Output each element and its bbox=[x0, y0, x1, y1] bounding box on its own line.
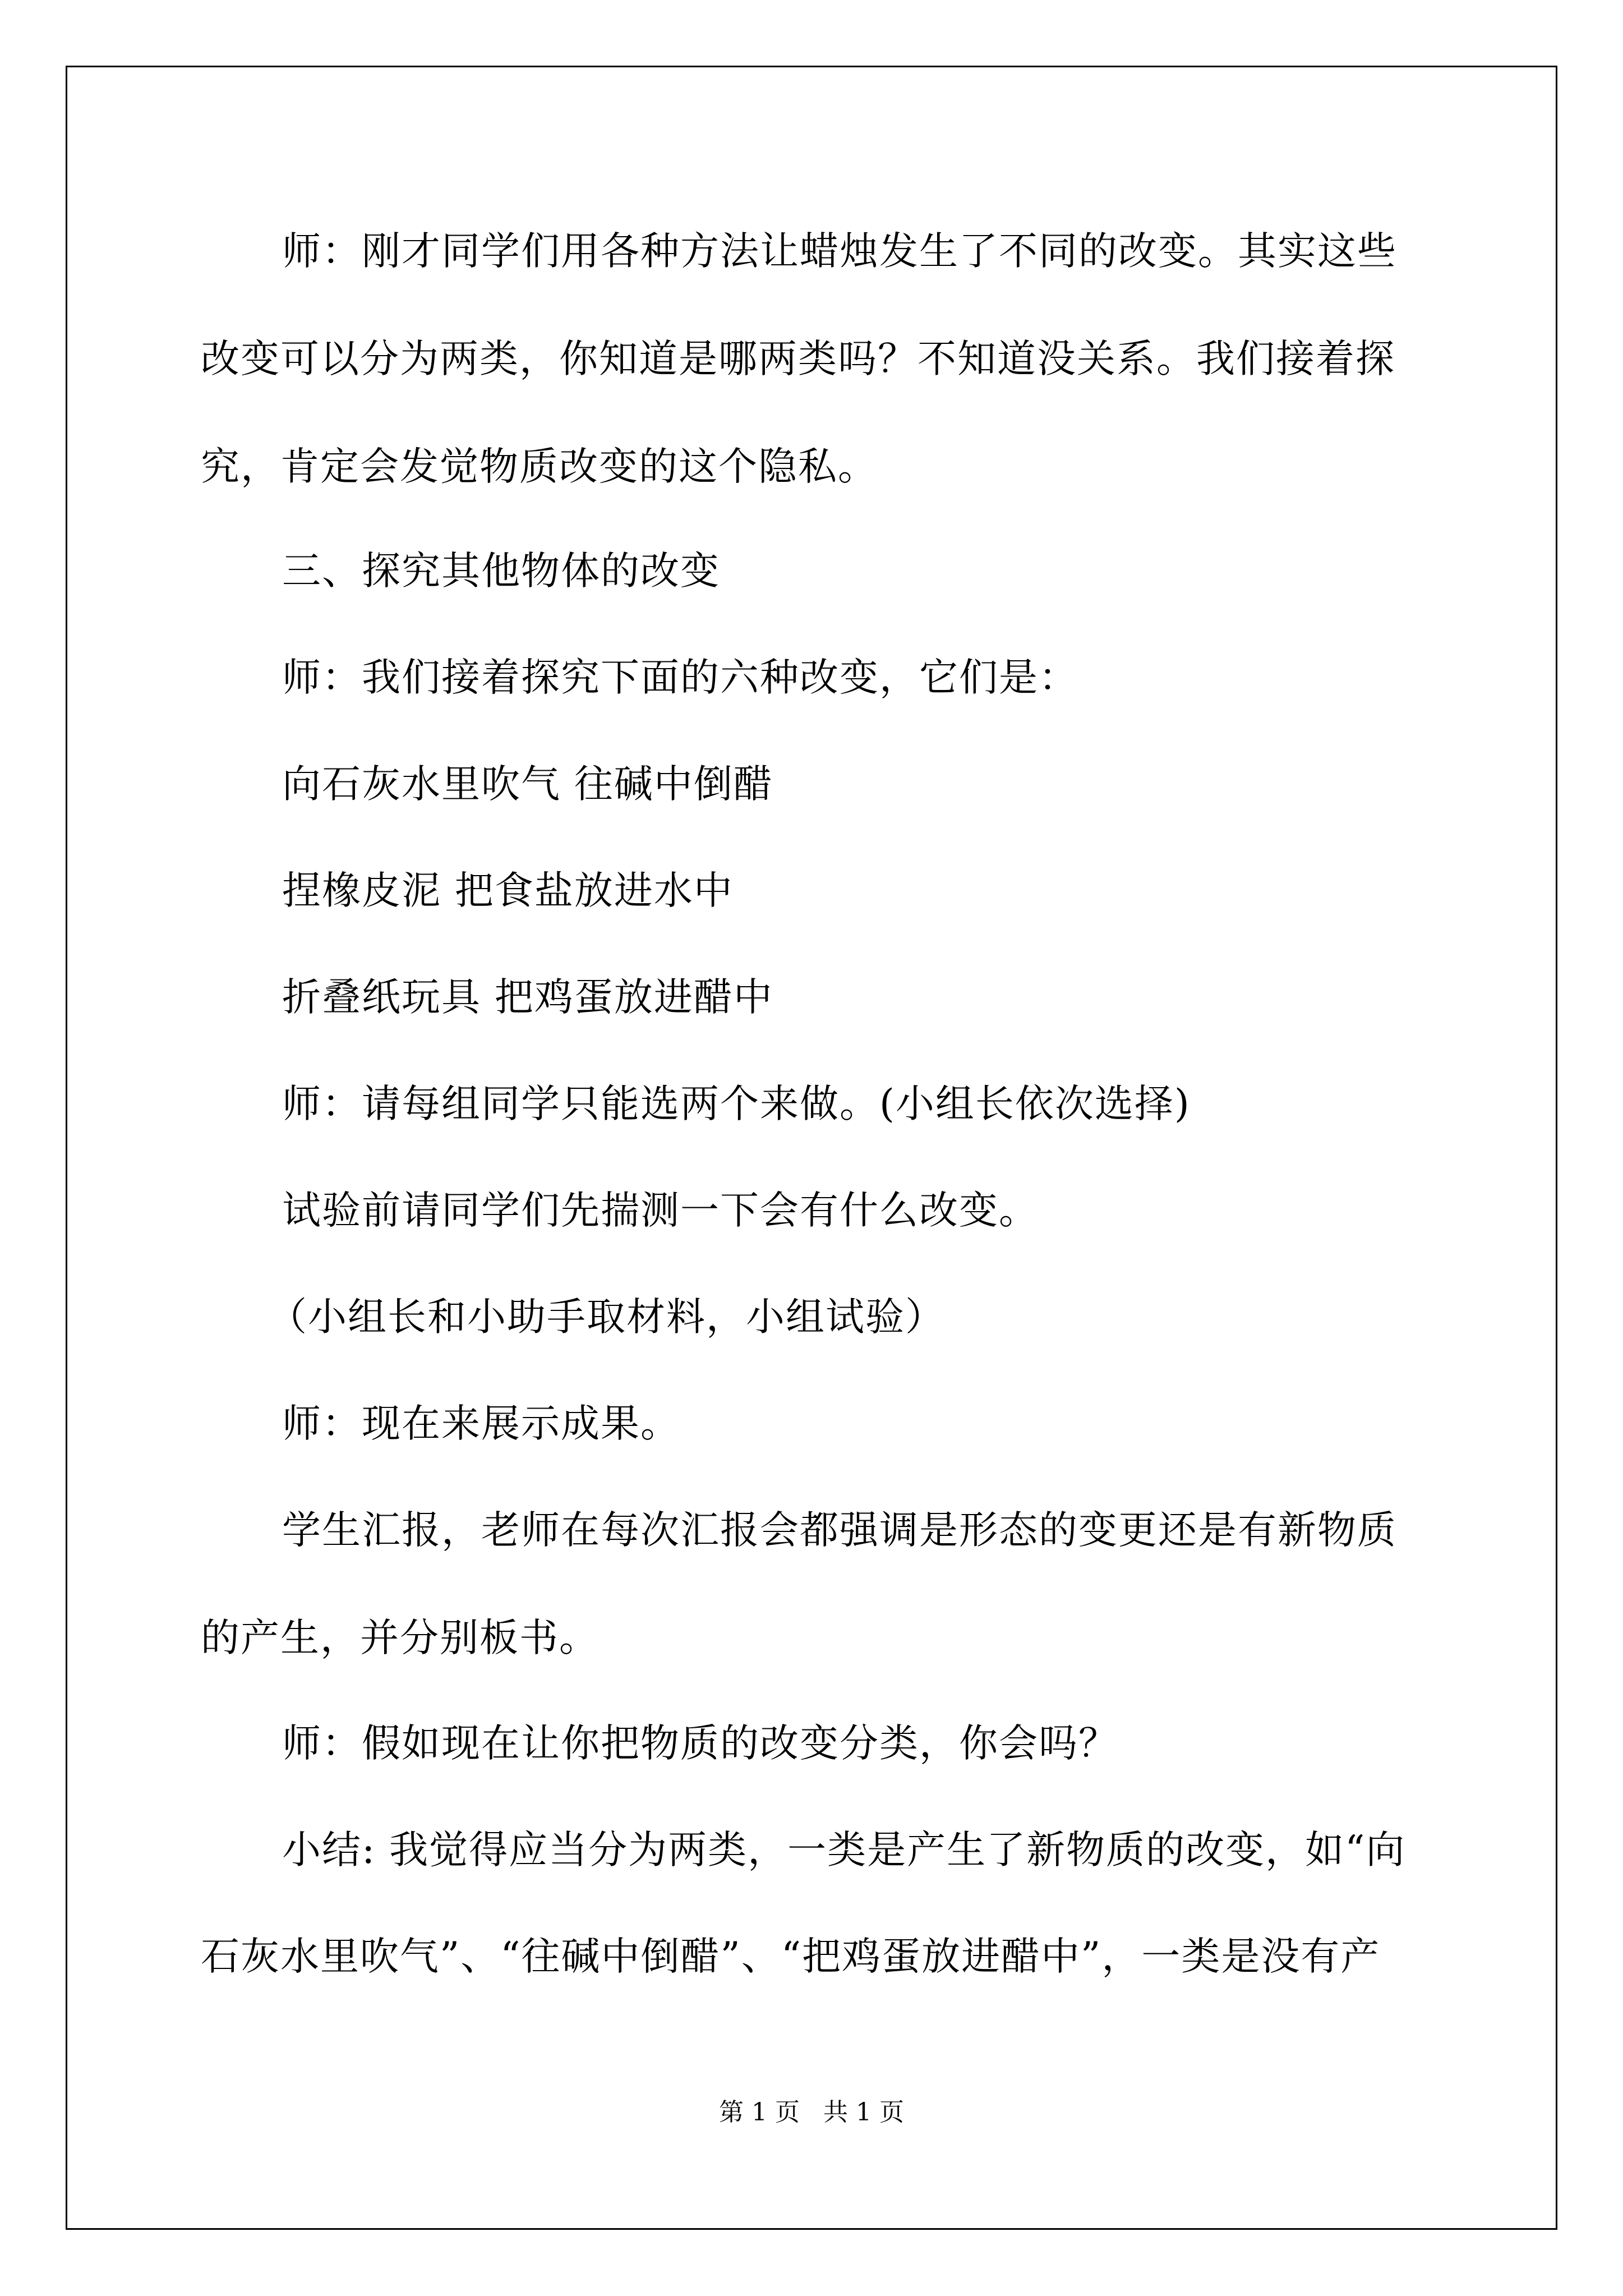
list-line: 捏橡皮泥 把食盐放进水中 bbox=[282, 868, 734, 913]
paragraph-line: 师：现在来展示成果。 bbox=[282, 1401, 680, 1446]
page-border bbox=[66, 66, 1557, 2230]
paragraph-line: 师：假如现在让你把物质的改变分类，你会吗？ bbox=[282, 1721, 1118, 1766]
paragraph-line: （小组长和小助手取材料，小组试验） bbox=[268, 1295, 945, 1340]
paragraph-line: 石灰水里吹气”、“往碱中倒醋”、“把鸡蛋放进醋中”，一类是没有产 bbox=[201, 1934, 1381, 1979]
paragraph-line: 学生汇报，老师在每次汇报会都强调是形态的变更还是有新物质 bbox=[282, 1508, 1397, 1553]
section-heading: 三、探究其他物体的改变 bbox=[282, 549, 720, 593]
paragraph-line: 师：我们接着探究下面的六种改变，它们是： bbox=[282, 655, 1078, 700]
paragraph-line: 的产生，并分别板书。 bbox=[201, 1616, 599, 1660]
paragraph-line: 师：刚才同学们用各种方法让蜡烛发生了不同的改变。其实这些 bbox=[282, 229, 1397, 274]
list-line: 向石灰水里吹气 往碱中倒醋 bbox=[282, 762, 773, 807]
paragraph-line: 试验前请同学们先揣测一下会有什么改变。 bbox=[282, 1188, 1039, 1233]
page-footer: 第 1 页 共 1 页 bbox=[719, 2098, 904, 2127]
paragraph-line: 改变可以分为两类，你知道是哪两类吗？不知道没关系。我们接着探 bbox=[201, 337, 1395, 381]
paragraph-line: 小结: 我觉得应当分为两类，一类是产生了新物质的改变，如“向 bbox=[282, 1828, 1406, 1872]
paragraph-line: 师：请每组同学只能选两个来做。(小组长依次选择) bbox=[282, 1082, 1191, 1126]
list-line: 折叠纸玩具 把鸡蛋放进醋中 bbox=[282, 975, 773, 1020]
paragraph-line: 究，肯定会发觉物质改变的这个隐私。 bbox=[201, 444, 878, 489]
